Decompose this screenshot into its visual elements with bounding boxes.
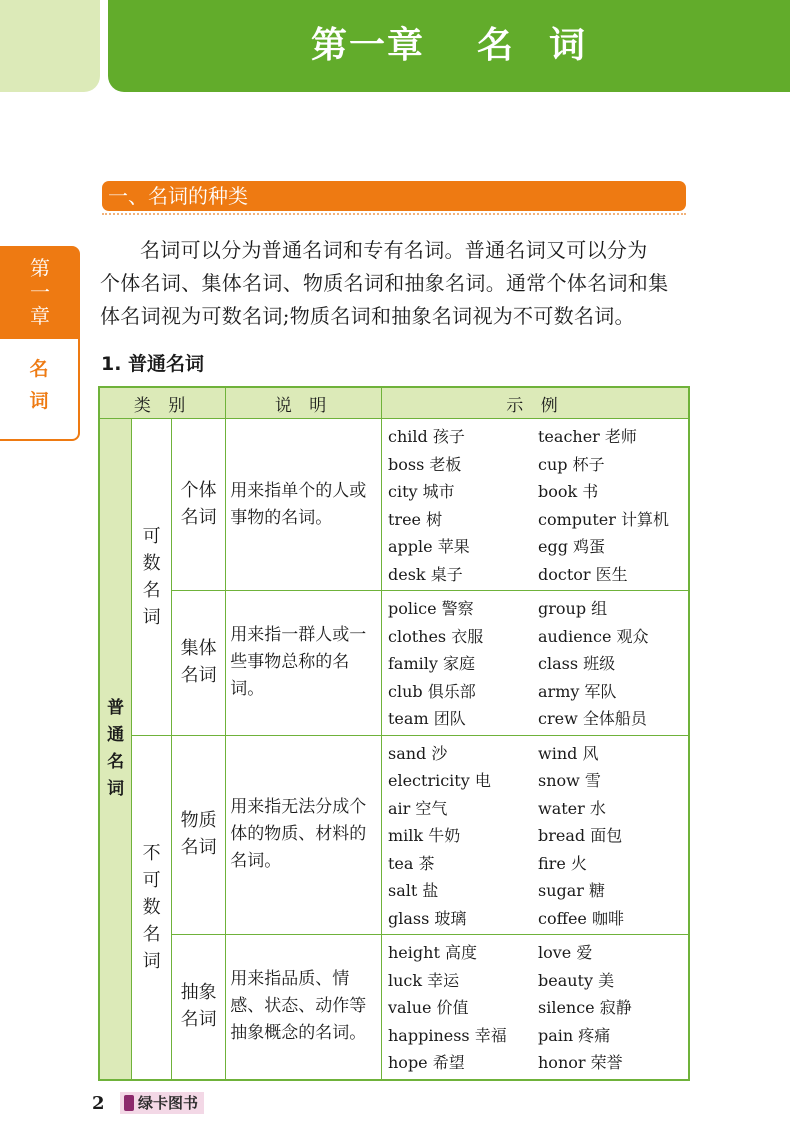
side-tab-chapter-text	[0, 246, 80, 328]
side-tab-chapter	[0, 246, 80, 337]
noun-table	[98, 386, 690, 1081]
example-item: egg 鸡蛋	[538, 537, 606, 556]
example-item: class 班级	[538, 654, 616, 673]
table-row	[99, 735, 689, 935]
subheading: 1. 普通名词	[101, 353, 205, 375]
type-label: 抽象名词	[180, 982, 217, 1031]
brand-name: 绿卡图书	[138, 1094, 199, 1112]
example-item: book 书	[538, 482, 599, 501]
example-item: air 空气	[388, 798, 448, 818]
example-item: doctor 医生	[538, 564, 628, 584]
type-cell	[172, 735, 226, 935]
example-item: cup 杯子	[538, 454, 605, 474]
tab-char: 词	[29, 390, 49, 412]
examples-cell	[382, 591, 690, 736]
countable-cell	[132, 419, 172, 736]
examples-grid	[388, 740, 688, 933]
examples-cell	[382, 935, 690, 1080]
brand-logo-icon	[124, 1095, 134, 1111]
type-cell	[172, 935, 226, 1080]
header-examples: 示 例	[382, 387, 690, 419]
example-item: beauty 美	[538, 970, 615, 990]
chapter-number: 第一章	[310, 25, 425, 66]
countable-label: 可数名词	[142, 525, 161, 628]
example-item: crew 全体船员	[538, 709, 647, 728]
chapter-title	[108, 0, 790, 92]
brand-badge	[120, 1092, 204, 1114]
table-row	[99, 419, 689, 591]
type-label: 个体名词	[180, 480, 217, 528]
intro-line: 体名词视为可数名词;物质名词和抽象名词视为不可数名词。	[100, 304, 635, 328]
tab-char: 一	[30, 280, 50, 304]
example-item: glass 玻璃	[388, 908, 467, 928]
header-explanation: 说 明	[226, 387, 382, 419]
uncountable-cell	[132, 735, 172, 1080]
example-item: computer 计算机	[538, 509, 669, 529]
example-item: wind 风	[538, 743, 599, 763]
example-item: apple 苹果	[388, 537, 470, 556]
examples-grid	[388, 939, 688, 1077]
page-number: 2	[92, 1093, 105, 1114]
example-item: child 孩子	[388, 427, 465, 446]
example-item: army 军队	[538, 681, 617, 701]
example-item: value 价值	[388, 998, 469, 1017]
example-item: luck 幸运	[388, 970, 460, 990]
intro-line: 个体名词、集体名词、物质名词和抽象名词。通常个体名词和集	[100, 271, 669, 295]
desc-cell: 用来指一群人或一些事物总称的名词。	[226, 591, 382, 736]
example-item: tree 树	[388, 509, 443, 529]
example-item: electricity 电	[388, 771, 491, 790]
example-item: salt 盐	[388, 881, 439, 900]
example-item: pain 疼痛	[538, 1025, 611, 1045]
chapter-header	[108, 0, 790, 92]
type-cell	[172, 591, 226, 736]
side-tab-topic	[0, 337, 80, 441]
header-left-block	[0, 0, 100, 92]
example-item: police 警察	[388, 599, 474, 618]
example-item: sand 沙	[388, 743, 448, 763]
examples-grid	[388, 595, 688, 733]
tab-char: 章	[30, 304, 50, 328]
example-item: teacher 老师	[538, 427, 637, 446]
examples-cell	[382, 735, 690, 935]
example-item: happiness 幸福	[388, 1025, 507, 1045]
table-row	[99, 935, 689, 1080]
side-tab-topic-text	[0, 339, 78, 417]
section-divider	[102, 213, 686, 215]
example-item: bread 面包	[538, 826, 623, 845]
example-item: club 俱乐部	[388, 681, 476, 701]
examples-cell	[382, 419, 690, 591]
example-item: fire 火	[538, 853, 587, 873]
example-item: honor 荣誉	[538, 1053, 623, 1072]
type-label: 物质名词	[180, 810, 217, 859]
intro-paragraph	[100, 234, 692, 333]
example-item: clothes 衣服	[388, 626, 484, 646]
section-heading: 一、名词的种类	[102, 181, 686, 211]
example-item: water 水	[538, 798, 606, 818]
example-item: silence 寂静	[538, 998, 632, 1017]
uncountable-label: 不可数名词	[142, 842, 161, 972]
intro-line: 名词可以分为普通名词和专有名词。普通名词又可以分为	[140, 238, 648, 262]
desc-cell: 用来指品质、情感、状态、动作等抽象概念的名词。	[226, 935, 382, 1080]
table-header-row	[99, 387, 689, 419]
type-cell	[172, 419, 226, 591]
example-item: family 家庭	[388, 654, 475, 673]
example-item: tea 茶	[388, 853, 435, 873]
example-item: group 组	[538, 599, 608, 618]
tab-char: 第	[30, 256, 50, 280]
header-category: 类 别	[99, 387, 226, 419]
example-item: snow 雪	[538, 771, 601, 790]
example-item: height 高度	[388, 943, 477, 962]
desc-cell: 用来指无法分成个体的物质、材料的名词。	[226, 735, 382, 935]
chapter-name-1: 名	[476, 25, 515, 66]
example-item: audience 观众	[538, 626, 649, 646]
example-item: coffee 咖啡	[538, 908, 624, 928]
example-item: sugar 糖	[538, 881, 606, 900]
example-item: milk 牛奶	[388, 826, 461, 845]
chapter-name-2: 词	[549, 25, 588, 66]
example-item: hope 希望	[388, 1053, 465, 1072]
desc-cell: 用来指单个的人或事物的名词。	[226, 419, 382, 591]
group-cell	[99, 419, 132, 1080]
group-label: 普通名词	[107, 697, 125, 799]
table-row	[99, 591, 689, 736]
example-item: love 爱	[538, 943, 593, 962]
example-item: city 城市	[388, 482, 455, 501]
type-label: 集体名词	[180, 638, 217, 687]
example-item: team 团队	[388, 709, 466, 728]
examples-grid	[388, 423, 688, 588]
example-item: desk 桌子	[388, 564, 463, 584]
tab-char: 名	[29, 358, 49, 380]
example-item: boss 老板	[388, 454, 462, 474]
